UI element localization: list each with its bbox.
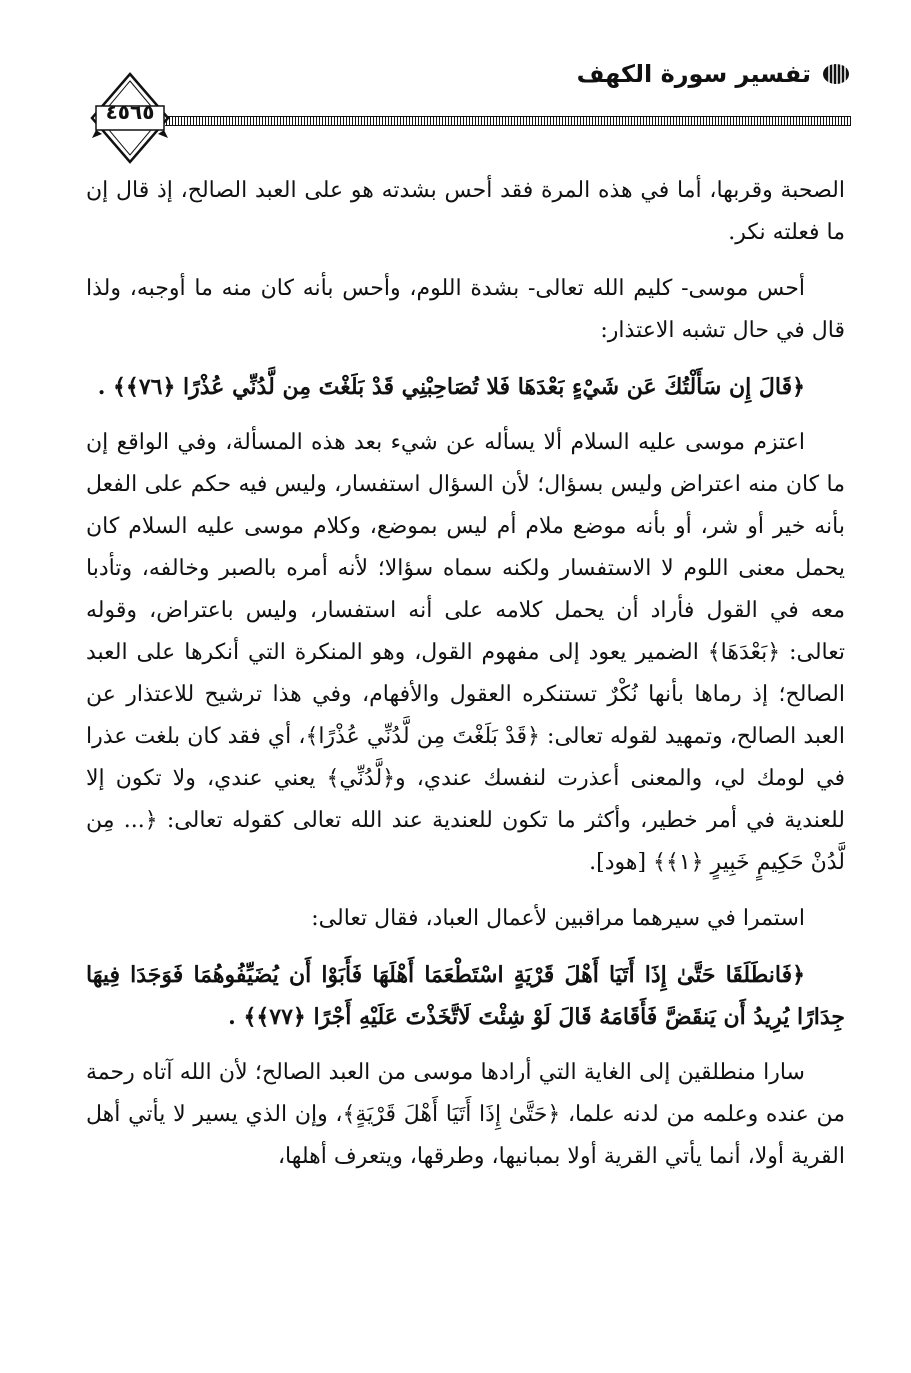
verse-77: ﴿فَانطَلَقَا حَتَّىٰ إِذَا أَتَيَا أَهْلَ قَرْيَةٍ اسْتَطْعَمَا أَهْلَهَا فَأَبَوْا أَن يُضَيِّفُوهُمَا فَوَجَدَا فِيهَا جِدَارًا يُرِيدُ أَن يَنقَضَّ فَأَقَامَهُ قَالَ لَوْ شِئْتَ لَاتَّخَذْتَ عَلَيْهِ أَجْرًا ﴿٧٧﴾﴾ . [86, 962, 845, 1030]
page-header [70, 60, 851, 160]
page-body [86, 170, 845, 1192]
paragraph-1: الصحبة وقربها، أما في هذه المرة فقد أحس بشدته هو على العبد الصالح، إذ قال إن ما فعلته نكر. [86, 178, 845, 245]
paragraph-2: أحس موسى- كليم الله تعالى- بشدة اللوم، وأحس بأنه كان منه ما أوجبه، ولذا قال في حال تشبه الاعتذار: [86, 276, 845, 343]
header-rule [165, 116, 851, 126]
paragraph-3: اعتزم موسى عليه السلام ألا يسأله عن شيء بعد هذه المسألة، وفي الواقع إن ما كان منه اعتراض وليس بسؤال؛ لأن السؤال استفسار، وليس فيه حكم على الفعل بأنه خير أو شر، أو بأنه موضع ملام أم ليس بموضع، وكلام موسى عليه السلام كان يحمل معنى اللوم لا الاستفسار ولكنه سماه سؤالا؛ لأنه أمره بالصبر وخالفه، وتأدبا معه في القول فأراد أن يحمل كلامه على أنه استفسار، وليس باعتراض، وقوله تعالى: ﴿بَعْدَهَا﴾ الضمير يعود إلى مفهوم القول، وهو المنكرة التي أنكرها على العبد الصالح؛ إذ رماها بأنها نُكْرٌ تستنكره العقول والأفهام، وفي هذا ترشيح للاعتذار عن العبد الصالح، وتمهيد لقوله تعالى: ﴿قَدْ بَلَغْتَ مِن لَّدُنِّي عُذْرًا﴾، أي فقد كان بلغت عذرا في لومك لي، والمعنى أعذرت لنفسك عندي، و﴿لَّدُنِّي﴾ يعني عندي، ولا تكون إلا للعندية في أمر خطير، وأكثر ما تكون للعندية عند الله تعالى كقوله تعالى: ﴿... مِن لَّدُنْ حَكِيمٍ خَبِيرٍ ﴿١﴾﴾ [هود]. [86, 430, 845, 875]
paragraph-5: سارا منطلقين إلى الغاية التي أرادها موسى من العبد الصالح؛ لأن الله آتاه رحمة من عنده وعلمه من لدنه علما، ﴿حَتَّىٰ إِذَا أَتَيَا أَهْلَ قَرْيَةٍ﴾، وإن الذي يسير لا يأتي أهل القرية أولا، أنما يأتي القرية أولا بمبانيها، وطرقها، ويتعرف أهلها، [86, 1060, 845, 1169]
floral-ornament-icon [821, 62, 851, 86]
page-number: ٤٥٦٥ [105, 100, 155, 124]
running-header-title: تفسير سورة الكهف [576, 60, 811, 88]
header-title-group [577, 60, 851, 88]
paragraph-4: استمرا في سيرهما مراقبين لأعمال العباد، فقال تعالى: [311, 906, 805, 931]
verse-76: ﴿قَالَ إِن سَأَلْتُكَ عَن شَيْءٍ بَعْدَهَا فَلا تُصَاحِبْنِي قَدْ بَلَغْتَ مِن لَّدُنِّي عُذْرًا ﴿٧٦﴾﴾ . [97, 374, 805, 400]
